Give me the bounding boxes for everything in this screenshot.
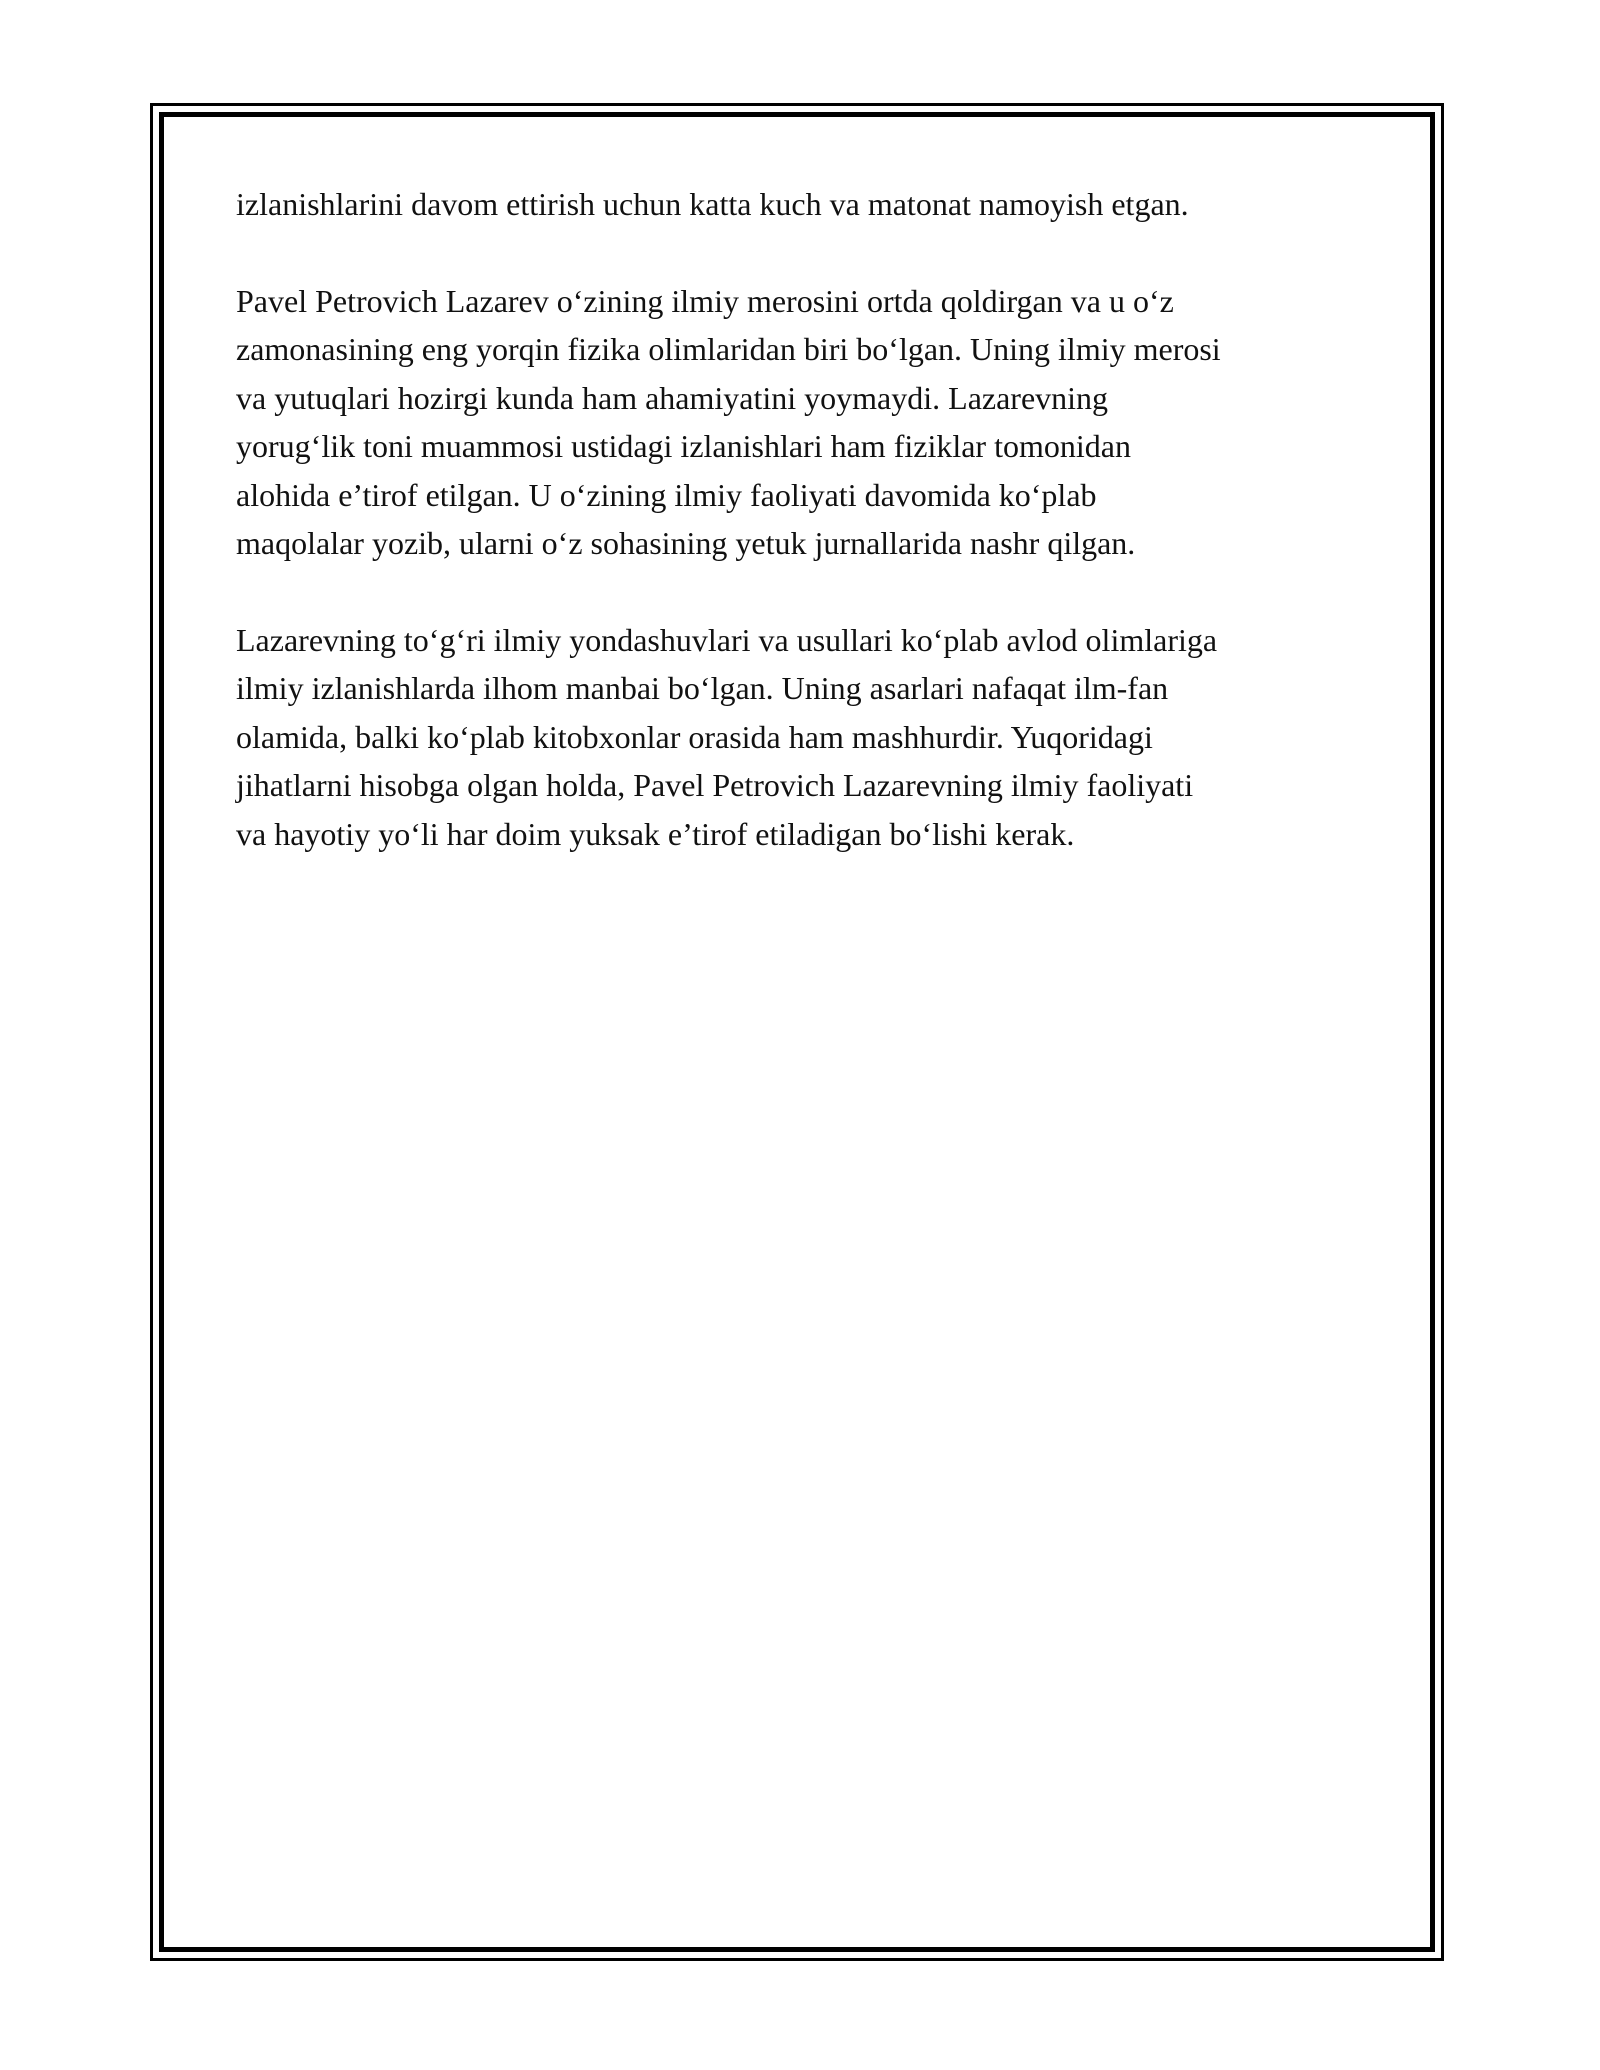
text-line: ilmiy izlanishlarda ilhom manbai bo‘lgan. Uning asarlari nafaqat ilm-fan — [236, 670, 1169, 706]
text-line: alohida e’tirof etilgan. U o‘zining ilmiy faoliyati davomida ko‘plab — [236, 476, 1097, 513]
text-line: yorug‘lik toni muammosi ustidagi izlanishlari ham fiziklar tomonidan — [236, 428, 1131, 464]
document-body — [236, 180, 1376, 906]
text-line: Pavel Petrovich Lazarev o‘zining ilmiy merosini ortda qoldirgan va u o‘z — [236, 282, 1174, 319]
text-line: va hayotiy yo‘li har doim yuksak e’tirof etiladigan bo‘lishi kerak. — [236, 815, 1075, 852]
paragraph-1 — [236, 180, 1376, 229]
text-line: izlanishlarini davom ettirish uchun katta kuch va matonat namoyish etgan. — [236, 186, 1189, 222]
paragraph-3 — [236, 616, 1376, 859]
text-line: zamonasining eng yorqin fizika olimlaridan biri bo‘lgan. Uning ilmiy merosi — [236, 331, 1221, 367]
text-line: Lazarevning to‘g‘ri ilmiy yondashuvlari va usullari ko‘plab avlod olimlariga — [236, 621, 1218, 658]
text-line: olamida, balki ko‘plab kitobxonlar orasida ham mashhurdir. Yuqoridagi — [236, 718, 1153, 755]
text-line: va yutuqlari hozirgi kunda ham ahamiyatini yoymaydi. Lazarevning — [236, 379, 1109, 416]
paragraph-2 — [236, 277, 1376, 568]
text-line: jihatlarni hisobga olgan holda, Pavel Petrovich Lazarevning ilmiy faoliyati — [236, 767, 1194, 803]
text-line: maqolalar yozib, ularni o‘z sohasining yetuk jurnallarida nashr qilgan. — [236, 525, 1136, 561]
